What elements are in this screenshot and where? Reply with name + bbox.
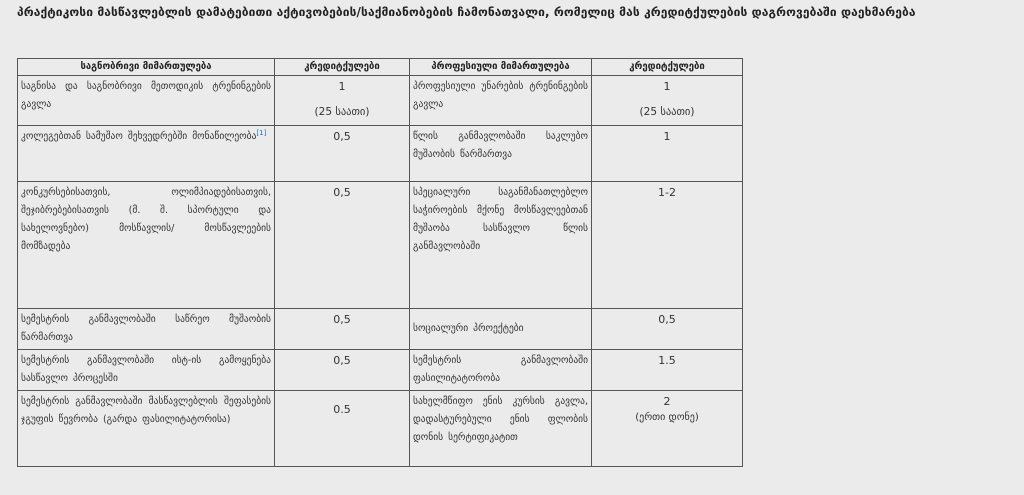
header-professional-credits: კრედიტქულები	[592, 59, 743, 76]
professional-activity-text: სემესტრის განმავლობაში ფასილიტატორობა	[413, 355, 588, 384]
professional-credits-value: 1-2	[658, 186, 676, 199]
subject-credits-cell	[275, 126, 410, 182]
subject-credits-cell	[275, 76, 410, 126]
subject-activity-cell	[18, 76, 275, 126]
subject-activity-cell	[18, 309, 275, 350]
professional-credits-value: 1.5	[658, 354, 676, 367]
subject-activity-text: კოლეგებთან სამუშაო შეხვედრებში მონაწილეობა	[21, 131, 257, 142]
professional-activity-text: სპეციალური საგანმანათლებლო საჭიროების მქონე მოსწავლეებთან მუშაობა სასწავლო წლის განმავლობაში	[413, 187, 588, 252]
professional-credits-value: 2	[663, 395, 671, 408]
professional-activity-cell	[410, 126, 592, 182]
header-subject-direction: საგნობრივი მიმართულება	[18, 59, 275, 76]
subject-activity-text: სემესტრის განმავლობაში საწრეო მუშაობის წარმართვა	[21, 314, 271, 343]
professional-credits-note: (25 საათი)	[639, 106, 695, 118]
footnote-link[interactable]: [1]	[256, 128, 267, 137]
professional-credits-note: (ერთი დონე)	[635, 412, 699, 423]
subject-credits-value: 0,5	[333, 354, 351, 367]
professional-credits-cell	[592, 126, 743, 182]
page-heading: პრაქტიკოსი მასწავლებლის დამატებითი აქტივობების/საქმიანობების ჩამონათვალი, რომელიც მას კრედიტქულების დაგროვებაში დაეხმარება	[17, 5, 916, 19]
professional-activity-cell	[410, 182, 592, 309]
table-row	[18, 350, 743, 391]
professional-credits-value: 1	[663, 130, 671, 143]
header-professional-direction: პროფესიული მიმართულება	[410, 59, 592, 76]
subject-activity-text: სემესტრის განმავლობაში მასწავლებლის შეფასების ჯგუფის წევრობა (გარდა ფასილიტატორისა)	[21, 396, 271, 425]
subject-credits-value: 0,5	[333, 130, 351, 143]
professional-activity-cell	[410, 76, 592, 126]
subject-credits-cell	[275, 350, 410, 391]
subject-activity-cell	[18, 182, 275, 309]
professional-credits-cell	[592, 391, 743, 467]
subject-activity-text: სემესტრის განმავლობაში ისტ-ის გამოყენება სასწავლო პროცესში	[21, 355, 271, 384]
subject-credits-value: 0.5	[333, 403, 351, 416]
professional-credits-value: 1	[663, 80, 671, 93]
professional-activity-text: სოციალური პროექტები	[413, 323, 524, 334]
header-subject-credits: კრედიტქულები	[275, 59, 410, 76]
table-row	[18, 309, 743, 350]
subject-activity-cell	[18, 126, 275, 182]
subject-activity-text: კონკურსებისათვის, ოლიმპიადებისათვის, შეჯიბრებებისათვის (მ. შ. სპორტული და სახელოვნებო) მოსწავლის/ მოსწავლეების მომზადება	[21, 187, 271, 252]
subject-credits-cell	[275, 391, 410, 467]
professional-activity-text: პროფესიული უნარების ტრენინგების გავლა	[413, 81, 588, 110]
table-row	[18, 391, 743, 467]
table-header-row	[18, 59, 743, 76]
subject-credits-cell	[275, 182, 410, 309]
subject-credits-value: 0,5	[333, 186, 351, 199]
professional-activity-cell	[410, 391, 592, 467]
subject-activity-cell	[18, 350, 275, 391]
professional-credits-cell	[592, 182, 743, 309]
professional-activity-text: სახელმწიფო ენის კურსის გავლა, დადასტურებული ენის ფლობის დონის სერტიფიკატით	[413, 396, 588, 443]
table-row	[18, 126, 743, 182]
subject-activity-cell	[18, 391, 275, 467]
professional-credits-cell	[592, 350, 743, 391]
professional-credits-cell	[592, 309, 743, 350]
professional-activity-cell	[410, 350, 592, 391]
subject-activity-text: საგნისა და საგნობრივი მეთოდიკის ტრენინგების გავლა	[21, 81, 271, 110]
professional-activity-text: წლის განმავლობაში საკლუბო მუშაობის წარმართვა	[413, 131, 588, 160]
table-row	[18, 76, 743, 126]
table-row	[18, 182, 743, 309]
subject-credits-value: 0,5	[333, 313, 351, 326]
subject-credits-value: 1	[338, 80, 346, 93]
credits-table	[17, 58, 743, 467]
professional-credits-cell	[592, 76, 743, 126]
professional-credits-value: 0,5	[658, 313, 676, 326]
professional-activity-cell	[410, 309, 592, 350]
subject-credits-cell	[275, 309, 410, 350]
subject-credits-note: (25 საათი)	[314, 106, 370, 118]
